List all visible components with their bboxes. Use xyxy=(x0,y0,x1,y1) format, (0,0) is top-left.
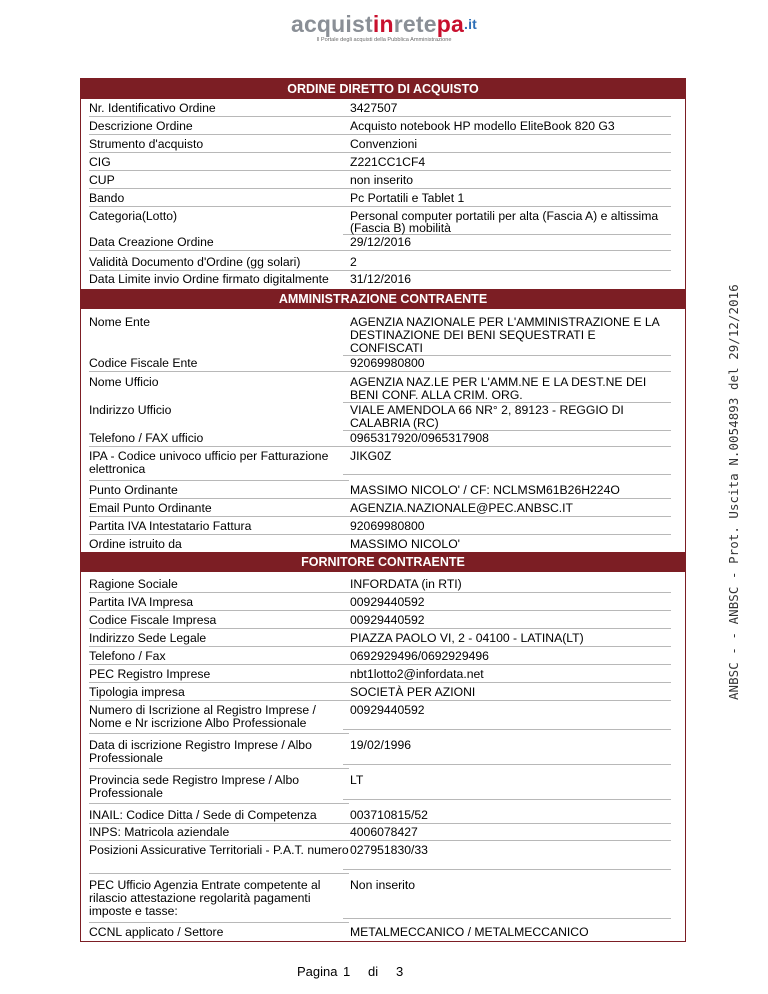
value-validita: 2 xyxy=(343,256,671,271)
value-piva-fattura: 92069980800 xyxy=(343,520,671,535)
label-sede: Indirizzo Sede Legale xyxy=(89,632,349,647)
value-iscrizione: 00929440592 xyxy=(343,704,671,730)
label-inail: INAIL: Codice Ditta / Sede di Competenza xyxy=(89,809,349,824)
label-strumento: Strumento d'acquisto xyxy=(89,138,349,153)
footer-di: di xyxy=(368,964,379,979)
label-tel-fax: Telefono / Fax xyxy=(89,650,349,665)
value-strumento: Convenzioni xyxy=(343,138,671,153)
value-provincia: LT xyxy=(343,774,671,800)
section-header-fornitore: FORNITORE CONTRAENTE xyxy=(81,552,685,572)
divider xyxy=(89,873,349,874)
label-categoria: Categoria(Lotto) xyxy=(89,209,178,223)
value-ccnl: METALMECCANICO / METALMECCANICO xyxy=(350,925,589,939)
value-limite: 31/12/2016 xyxy=(350,272,411,286)
label-pec: PEC Registro Imprese xyxy=(89,668,349,683)
label-cf-impresa: Codice Fiscale Impresa xyxy=(89,614,349,629)
value-tel-fax: 0692929496/0692929496 xyxy=(343,650,671,665)
label-cf-ente: Codice Fiscale Ente xyxy=(89,357,349,372)
value-ente: AGENZIA NAZIONALE PER L'AMMINISTRAZIONE E LA DESTINAZIONE DEI BENI SEQUESTRATI E CONFISCATI xyxy=(343,316,671,356)
label-ipa: IPA - Codice univoco ufficio per Fatturazione elettronica xyxy=(89,449,329,476)
value-tel-ufficio: 0965317920/0965317908 xyxy=(343,432,671,447)
divider xyxy=(89,480,349,481)
divider xyxy=(89,733,349,734)
label-inps: INPS: Matricola aziendale xyxy=(89,826,349,841)
section-header-amministrazione: AMMINISTRAZIONE CONTRAENTE xyxy=(81,289,685,309)
label-ente: Nome Ente xyxy=(89,315,150,329)
label-indirizzo: Indirizzo Ufficio xyxy=(89,403,172,417)
label-tipologia: Tipologia impresa xyxy=(89,686,349,701)
value-tipologia: SOCIETÀ PER AZIONI xyxy=(343,686,671,701)
logo-part: acquist xyxy=(290,11,373,37)
value-sede: PIAZZA PAOLO VI, 2 - 04100 - LATINA(LT) xyxy=(343,632,671,647)
value-cig: Z221CC1CF4 xyxy=(343,156,671,171)
label-data-iscrizione: Data di iscrizione Registro Imprese / Albo Professionale xyxy=(89,738,312,765)
logo-subtitle: Il Portale degli acquisti della Pubblica Amministrazione xyxy=(316,37,452,43)
label-bando: Bando xyxy=(89,192,349,207)
value-cf-ente: 92069980800 xyxy=(343,357,671,372)
label-ufficio: Nome Ufficio xyxy=(89,375,159,389)
label-iscrizione: Numero di Iscrizione al Registro Imprese / Nome e Nr iscrizione Albo Professionale xyxy=(89,703,316,730)
label-email: Email Punto Ordinante xyxy=(89,502,349,517)
label-validita: Validità Documento d'Ordine (gg solari) xyxy=(89,256,349,271)
value-inail: 003710815/52 xyxy=(343,809,671,824)
label-ccnl: CCNL applicato / Settore xyxy=(89,925,224,939)
label-piva-impresa: Partita IVA Impresa xyxy=(89,596,349,611)
value-inps: 4006078427 xyxy=(343,826,671,841)
label-punto: Punto Ordinante xyxy=(89,484,349,499)
footer-current-page: 1 xyxy=(343,964,351,979)
logo-part: rete xyxy=(393,11,437,37)
value-pec: nbt1lotto2@infordata.net xyxy=(343,668,671,683)
divider xyxy=(89,922,349,923)
value-indirizzo: VIALE AMENDOLA 66 NR° 2, 89123 - REGGIO DI CALABRIA (RC) xyxy=(343,404,671,431)
label-ragione: Ragione Sociale xyxy=(89,578,349,593)
value-bando: Pc Portatili e Tablet 1 xyxy=(343,192,671,207)
label-tel-ufficio: Telefono / FAX ufficio xyxy=(89,432,349,447)
value-pec-agenzia: Non inserito xyxy=(343,879,671,919)
value-punto: MASSIMO NICOLO' / CF: NCLMSM61B26H224O xyxy=(343,484,671,499)
label-pat: Posizioni Assicurative Territoriali - P.A.T. numero xyxy=(89,843,349,857)
value-ipa: JIKG0Z xyxy=(343,450,671,475)
footer-total-pages: 3 xyxy=(396,964,404,979)
value-id: 3427507 xyxy=(343,102,671,117)
divider xyxy=(89,768,349,769)
value-istruito: MASSIMO NICOLO' xyxy=(350,537,460,551)
logo-wordmark xyxy=(0,12,768,36)
label-cup: CUP xyxy=(89,174,349,189)
label-limite: Data Limite invio Ordine firmato digitalmente xyxy=(89,272,329,286)
label-istruito: Ordine istruito da xyxy=(89,537,182,551)
label-pec-agenzia: PEC Ufficio Agenzia Entrate competente al rilascio attestazione regolarità pagamenti imposte e tasse: xyxy=(89,878,321,918)
logo-part: in xyxy=(372,11,394,37)
value-data-iscrizione: 19/02/1996 xyxy=(343,739,671,765)
value-email: AGENZIA.NAZIONALE@PEC.ANBSC.IT xyxy=(343,502,671,517)
section-header-ordine: ORDINE DIRETTO DI ACQUISTO xyxy=(81,79,685,99)
label-desc: Descrizione Ordine xyxy=(89,120,349,135)
value-categoria: Personal computer portatili per alta (Fascia A) e altissima (Fascia B) mobilità xyxy=(343,210,671,235)
label-piva-fattura: Partita IVA Intestatario Fattura xyxy=(89,520,349,535)
value-desc: Acquisto notebook HP modello EliteBook 820 G3 xyxy=(343,120,671,135)
protocol-stamp: ANBSC - - ANBSC - Prot. Uscita N.0054893 del 29/12/2016 xyxy=(726,284,741,700)
value-ragione: INFORDATA (in RTI) xyxy=(343,578,671,593)
order-document xyxy=(80,78,686,942)
value-cup: non inserito xyxy=(343,174,671,189)
label-provincia: Provincia sede Registro Imprese / Albo Professionale xyxy=(89,773,299,800)
value-cf-impresa: 00929440592 xyxy=(343,614,671,629)
logo-part: pa xyxy=(436,11,464,37)
value-ufficio: AGENZIA NAZ.LE PER L'AMM.NE E LA DEST.NE DEI BENI CONF. ALLA CRIM. ORG. xyxy=(343,376,671,403)
divider xyxy=(89,803,349,804)
label-data-creazione: Data Creazione Ordine xyxy=(89,236,349,251)
logo-part: .it xyxy=(463,16,478,32)
value-pat: 027951830/33 xyxy=(343,844,671,870)
portal-logo xyxy=(0,12,768,43)
value-data-creazione: 29/12/2016 xyxy=(343,236,671,251)
footer-pagina: Pagina xyxy=(297,964,338,979)
label-cig: CIG xyxy=(89,156,349,171)
value-piva-impresa: 00929440592 xyxy=(343,596,671,611)
label-id: Nr. Identificativo Ordine xyxy=(89,102,349,117)
